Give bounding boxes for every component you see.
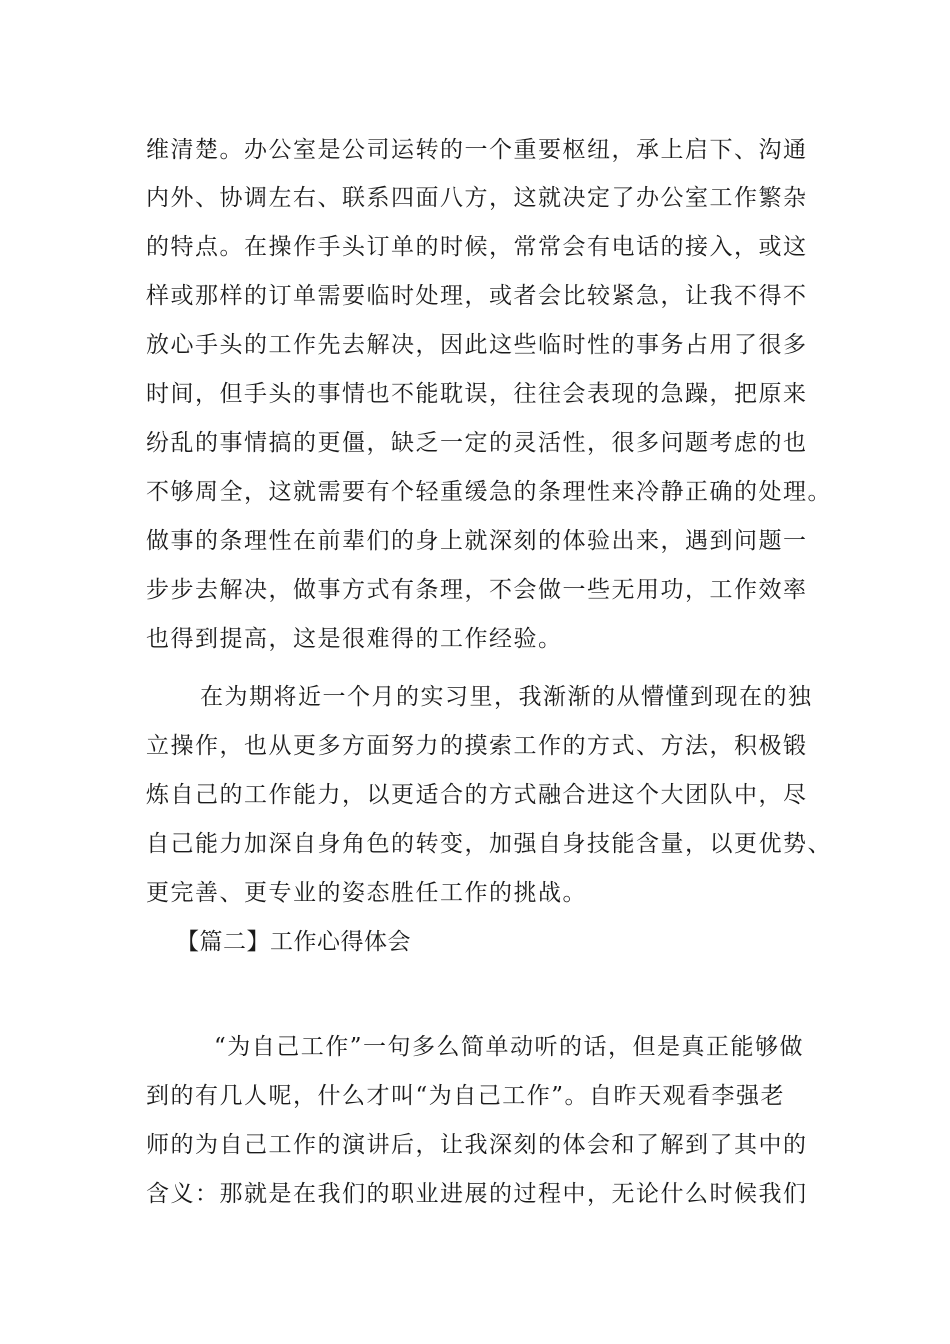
paragraph-1-line: 做事的条理性在前辈们的身上就深刻的体验出来，遇到问题一 (146, 528, 808, 554)
paragraph-1-line: 内外、协调左右、联系四面八方，这就决定了办公室工作繁杂 (146, 185, 808, 211)
paragraph-2-line: 自己能力加深自身角色的转变，加强自身技能含量，以更优势、 (146, 831, 832, 857)
paragraph-1-line: 放心手头的工作先去解决，因此这些临时性的事务占用了很多 (146, 332, 808, 358)
paragraph-1-line: 也得到提高，这是很难得的工作经验。 (146, 626, 563, 652)
paragraph-1-line: 纷乱的事情搞的更僵，缺乏一定的灵活性，很多问题考虑的也 (146, 430, 808, 456)
paragraph-2-line: 立操作，也从更多方面努力的摸索工作的方式、方法，积极锻 (146, 733, 808, 759)
paragraph-1-line: 不够周全，这就需要有个轻重缓急的条理性来冷静正确的处理。 (146, 479, 832, 505)
paragraph-3-line: “为自己工作”一句多么简单动听的话，但是真正能够做 (214, 1034, 805, 1060)
paragraph-1-line: 样或那样的订单需要临时处理，或者会比较紧急，让我不得不 (146, 283, 808, 309)
paragraph-1-line: 步步去解决，做事方式有条理，不会做一些无用功，工作效率 (146, 577, 808, 603)
paragraph-3-line: 到的有几人呢，什么才叫“为自己工作”。自昨天观看李强老 (146, 1083, 786, 1109)
paragraph-1-line: 的特点。在操作手头订单的时候，常常会有电话的接入，或这 (146, 234, 808, 260)
paragraph-2-line: 炼自己的工作能力，以更适合的方式融合进这个大团队中，尽 (146, 782, 808, 808)
section-heading: 【篇二】工作心得体会 (176, 929, 411, 955)
paragraph-1-line: 维清楚。办公室是公司运转的一个重要枢纽，承上启下、沟通 (146, 137, 808, 163)
paragraph-3-line: 含义：那就是在我们的职业进展的过程中，无论什么时候我们 (146, 1181, 808, 1207)
paragraph-2-line: 更完善、更专业的姿态胜任工作的挑战。 (146, 880, 587, 906)
paragraph-1-line: 时间，但手头的事情也不能耽误，往往会表现的急躁，把原来 (146, 381, 808, 407)
paragraph-3-line: 师的为自己工作的演讲后，让我深刻的体会和了解到了其中的 (146, 1132, 808, 1158)
paragraph-2-line: 在为期将近一个月的实习里，我渐渐的从懵懂到现在的独 (200, 684, 813, 710)
